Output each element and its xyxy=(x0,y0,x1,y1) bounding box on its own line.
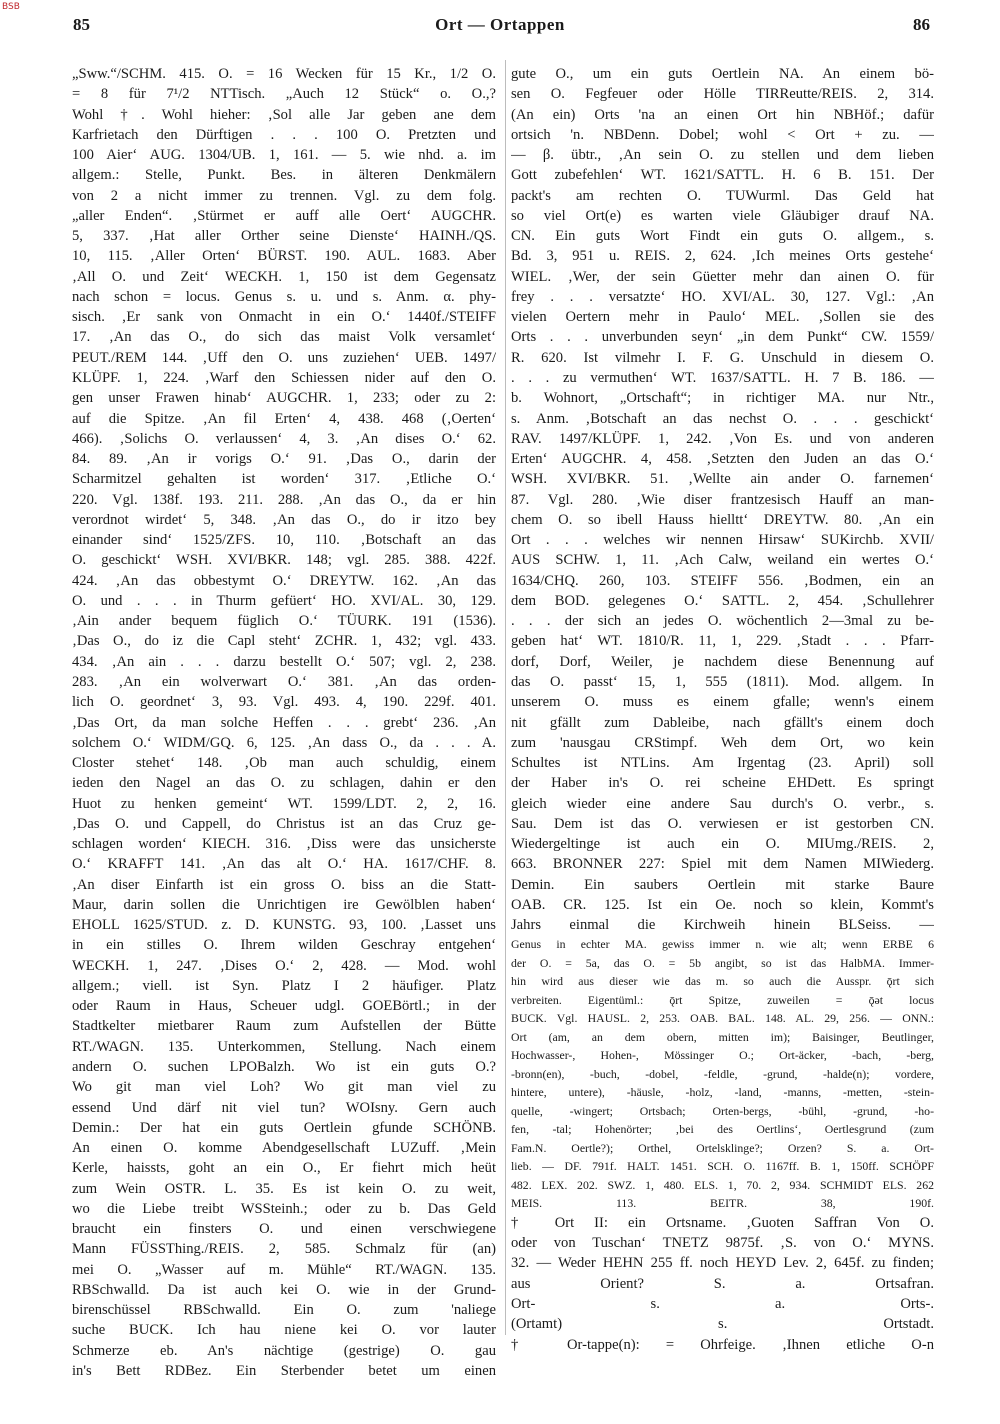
left-column-line: Wo git man viel Loh? Wo git man viel zu xyxy=(72,1079,496,1096)
left-column-line: wo die Liebe treibt WSSteinh.; oder zu b. Das Geld xyxy=(72,1200,496,1217)
right-column-line: Orts . . . unverbunden seyn‘ „in dem Punkt“ CW. 1559/ xyxy=(511,329,934,346)
left-column-line: ‚Das O., do iz die Capl steht‘ ZCHR. 1, 432; vgl. 433. xyxy=(72,633,496,650)
left-column-line: 466). ‚Solichs O. verlaussen‘ 4, 3. ‚An dises O.‘ 62. xyxy=(72,430,496,447)
left-column-line: An einen O. komme Abendgesellschaft LUZuff. ‚Mein xyxy=(72,1140,496,1157)
right-column-line: CN. Ein guts Wort Findt ein guts O. allgem., s. xyxy=(511,228,934,245)
left-column-line: Kerle, haissts, goht an ein O., Er fiehrt mich heüt xyxy=(72,1160,496,1177)
right-column-line: chem O. so ibell Hauss hielltt‘ DREYTW. 80. ‚An ein xyxy=(511,511,934,528)
right-column-tail-line: † Ort II: ein Ortsname. ‚Guoten Saffran Von O. xyxy=(511,1214,934,1231)
left-column-line: zum Wein OSTR. L. 35. Es ist kein O. zu weit, xyxy=(72,1180,496,1197)
left-column-line: 5, 337. ‚Hat aller Orther seine Dienste‘ HAINH./QS. xyxy=(72,228,496,245)
right-column-line: (An ein) Orts 'na an einen Ort hin NBHöf.; dafür xyxy=(511,106,934,123)
left-page-number: 85 xyxy=(73,15,90,34)
left-column-line: gen unser Frawen hinab‘ AUGCHR. 1, 233; oder zu 2: xyxy=(72,390,496,407)
column-divider xyxy=(505,60,506,1335)
right-column-line: vielen Oertern mehr in Paulo‘ MEL. ‚Sollen sie des xyxy=(511,309,934,326)
left-column-line: KLÜPF. 1, 224. ‚Warf den Schiessen nider auf den O. xyxy=(72,369,496,386)
left-column-line: von 2 a nicht immer zu trennen. Vgl. zu dem folg. xyxy=(72,187,496,204)
right-column-small-line: hintere, untere), -häusle, -holz, -land, -manns, -metten, -stein- xyxy=(511,1085,934,1100)
left-column-line: Karfrietach den Dürftigen . . . 100 O. Pretzten und xyxy=(72,126,496,143)
left-column-line: nach schon = locus. Genus s. u. und s. Anm. α. phy- xyxy=(72,288,496,305)
right-column-line: unserem O. muss es einem gfalle; wenn's einem xyxy=(511,694,934,711)
right-column-line: Sau. Dem ist das O. verwiesen er ist gestorben CN. xyxy=(511,815,934,832)
left-column-line: ‚An diser Einfarth ist ein gross O. biss an die Statt- xyxy=(72,876,496,893)
left-column-line: PEUT./REM 144. ‚Uff den O. uns zuziehen‘ UEB. 1497/ xyxy=(72,349,496,366)
right-column-line: Bd. 3, 951 u. REIS. 2, 624. ‚Ich meines Orts gestehe‘ xyxy=(511,248,934,265)
left-column xyxy=(72,64,496,1381)
left-column-line: in ein stilles O. Ihrem wilden Geschray entgehen‘ xyxy=(72,937,496,954)
left-column-line: O. geschickt‘ WSH. XVI/BKR. 148; vgl. 285. 388. 422f. xyxy=(72,552,496,569)
left-column-line: Wohl †. Wohl hieher: ‚Sol alle Jar geben ane dem xyxy=(72,106,496,123)
left-column-line: ‚All O. und Zeit‘ WECKH. 1, 150 ist dem Gegensatz xyxy=(72,268,496,285)
right-page-number: 86 xyxy=(913,15,930,34)
right-column-small-line: fen, -tal; Hohenörter; ‚bei des Oertlins‘, Oertlesgrund (zum xyxy=(511,1122,934,1137)
left-column-line: sisch. ‚Er sank von Onmacht in ein O.‘ 1440f./STEIFF xyxy=(72,309,496,326)
left-column-line: schlagen worden‘ KIECH. 316. ‚Diss were das unsicherste xyxy=(72,836,496,853)
left-column-line: Mann FÜSSThing./REIS. 2, 585. Schmalz für (an) xyxy=(72,1241,496,1258)
left-column-line: lich O. geordnet‘ 3, 93. Vgl. 493. 4, 190. 229f. 401. xyxy=(72,694,496,711)
right-column-line: so viel Ort(e) es warten viele Gläubiger drauf NA. xyxy=(511,207,934,224)
left-column-line: Demin.: Der hat ein guts Oertlein gfunde SCHÖNB. xyxy=(72,1119,496,1136)
left-column-line: Maur, darin sollen die Unrichtigen ire Gewölblen haben‘ xyxy=(72,896,496,913)
left-column-line: RBSchwalld. Da ist auch kei O. wie in der Grund- xyxy=(72,1281,496,1298)
right-column-small-line: Genus in echter MA. gewiss immer n. wie alt; wenn ERBE 6 xyxy=(511,937,934,952)
right-column-small-line: quelle, -wingert; Ortsbach; Orten-bergs, -bühl, -grund, -ho- xyxy=(511,1103,934,1118)
right-column-small-line: Hochwasser-, Hohen-, Mössinger O.; Ort-äcker, -bach, -berg, xyxy=(511,1048,934,1063)
left-column-line: ‚Das Ort, da man solche Heffen . . . grebt‘ 236. ‚An xyxy=(72,714,496,731)
left-column-line: in's Bett RDBez. Ein Sterbender betet um einen xyxy=(72,1363,496,1379)
right-column-line: gleich wieder eine andere Sau durch's O. verbr., s. xyxy=(511,795,934,812)
right-column-line: R. 620. Ist vilmehr I. F. G. Unschuld in diesem O. xyxy=(511,349,934,366)
right-column-tail-line: (Ortamt) s. Ortstadt. xyxy=(511,1316,934,1333)
right-column-line: frey . . . versatzte‘ HO. XVI/AL. 30, 127. Vgl.: ‚An xyxy=(511,288,934,305)
right-column-line: dem BOD. gelegenes O.‘ SATTL. 2, 454. ‚Schullehrer xyxy=(511,592,934,609)
right-column-small-line: MEIS. 113. BEITR. 38, 190f. xyxy=(511,1196,934,1211)
right-column-line: . . . zu vermuthen‘ WT. 1637/SATTL. H. 7 B. 186. — xyxy=(511,369,934,386)
left-column-line: verordnot wirdet‘ 5, 348. ‚An das O., do ir itzo bey xyxy=(72,511,496,528)
right-column-line: ortsich 'n. NBDenn. Dobel; wohl < Ort + zu. — xyxy=(511,126,934,143)
right-column-line: zum 'nausgau CRStimpf. Weh dem Ort, wo kein xyxy=(511,734,934,751)
left-column-line: braucht ein finsters O. und einen verschwiegene xyxy=(72,1221,496,1238)
left-column-line: andern O. suchen LPOBalzh. Wo ist ein guts O.? xyxy=(72,1059,496,1076)
right-column-line: 663. BRONNER 227: Spiel mit dem Namen MIWiederg. xyxy=(511,856,934,873)
left-column-line: 100 Aier‘ AUG. 1304/UB. 1, 161. — 5. wie nhd. a. im xyxy=(72,147,496,164)
right-column-small-line: lieb. — DF. 791f. HALT. 1451. SCH. O. 1167ff. B. 1, 150ff. SCHÖPF xyxy=(511,1159,934,1174)
right-column-line: WSH. XVI/BKR. 51. ‚Wellte ain ander O. farnemen‘ xyxy=(511,471,934,488)
right-column-line: b. Wohnort, „Ortschaft“; in richtiger MA. nur Ntr., xyxy=(511,390,934,407)
right-column-line: Demin. Ein saubers Oertlein mit starke Baure xyxy=(511,876,934,893)
right-column-tail-line: † Or-tappe(n): = Ohrfeige. ‚Ihnen etliche O-n xyxy=(511,1336,934,1353)
left-column-line: Closter stehet‘ 148. ‚Ob man auch schuldig, einem xyxy=(72,755,496,772)
left-column-line: Scharmitzel gehalten ist worden‘ 317. ‚Etliche O.‘ xyxy=(72,471,496,488)
right-column-small-line: der O. = 5a, das O. = 5b angibt, so ist das HalbMA. Immer- xyxy=(511,955,934,970)
right-column-line: Schultes ist NTLins. Am Irgentag (23. April) soll xyxy=(511,755,934,772)
left-column-line: birenschüssel RBSchwalld. Ein O. zum 'naliege xyxy=(72,1302,496,1319)
left-column-line: „aller Enden“. ‚Stürmet er auff alle Oert‘ AUGCHR. xyxy=(72,207,496,224)
left-column-line: suche BUCK. Ich hau niene kei O. vor lauter xyxy=(72,1322,496,1339)
right-column-small-line: Ort (am, an dem obern, mitten im); Baisinger, Beutlinger, xyxy=(511,1029,934,1044)
left-column-line: allgem.: Stelle, Punkt. Bes. in älteren Denkmälern xyxy=(72,167,496,184)
left-column-line: O.‘ KRAFFT 141. ‚An das alt O.‘ HA. 1617/CHF. 8. xyxy=(72,856,496,873)
left-column-line: essend Und därf nit viel tun? WOIsny. Gern auch xyxy=(72,1099,496,1116)
left-column-line: ‚Ain ander bequem füglich O.‘ TÜURK. 191 (1536). xyxy=(72,613,496,630)
left-column-line: ieden den Nagel an das O. zu schlagen, dahin er den xyxy=(72,775,496,792)
right-column-line: s. Anm. ‚Botschaft an das nechst O. . . . geschickt‘ xyxy=(511,410,934,427)
left-column-line: solchem O.‘ WIDM/GQ. 6, 125. ‚An dass O., da . . . A. xyxy=(72,734,496,751)
right-column-line: Jahrs einmal die Kirchweih hinein BLSeiss. — xyxy=(511,917,934,934)
left-column-line: RT./WAGN. 135. Unterkommen, Stellung. Nach einem xyxy=(72,1038,496,1055)
right-column-small-line: -bronn(en), -buch, -dobel, -feldle, -grund, -halde(n); vordere, xyxy=(511,1066,934,1081)
left-column-line: 424. ‚An das obbestymt O.‘ DREYTW. 162. ‚An das xyxy=(72,572,496,589)
right-column-line: sen O. Fegfeuer oder Hölle TIRReutte/REIS. 2, 314. xyxy=(511,86,934,103)
left-column-line: Schmerze eb. An's nächtige (gestrige) O. gau xyxy=(72,1342,496,1359)
left-column-line: 434. ‚An ain . . . darzu bestellt O.‘ 507; vgl. 2, 238. xyxy=(72,653,496,670)
right-column-line: der Haber in's O. rei scheine EHDett. Es springt xyxy=(511,775,934,792)
right-column-line: gute O., um ein guts Oertlein NA. An einem bö- xyxy=(511,66,934,82)
left-column-line: 10, 115. ‚Aller Orten‘ BÜRST. 190. AUL. 1683. Aber xyxy=(72,248,496,265)
left-column-line: einander sind‘ 1525/ZFS. 10, 110. ‚Botschaft an das xyxy=(72,532,496,549)
right-column-line: OAB. CR. 125. Ist ein Oe. noch so klein, Kommt's xyxy=(511,896,934,913)
left-column-line: oder Raum in Haus, Scheuer udgl. GOEBörtl.; in der xyxy=(72,998,496,1015)
right-column-line: geben hat‘ WT. 1810/R. 11, 1, 229. ‚Stadt . . . Pfarr- xyxy=(511,633,934,650)
left-column-line: WECKH. 1, 247. ‚Dises O.‘ 2, 428. — Mod. wohl xyxy=(72,957,496,974)
left-column-line: O. und . . . in Thurm gefüert‘ HO. XVI/AL. 30, 129. xyxy=(72,592,496,609)
right-column-line: nit gfällt zum Dableibe, nach gfällt's einem doch xyxy=(511,714,934,731)
right-column-small-line: hin wird aus dieser wie das m. so auch die Ausspr. ǭrt sich xyxy=(511,974,934,989)
right-column-line: 87. Vgl. 280. ‚Wie diser frantzesisch Hauff an man- xyxy=(511,491,934,508)
right-column-line: Wiedergeltinge ist auch ein O. MIUmg./REIS. 2, xyxy=(511,836,934,853)
right-column-small-line: 482. LEX. 202. SWZ. 1, 480. ELS. 1, 70. 2, 934. SCHMIDT ELS. 262 xyxy=(511,1177,934,1192)
library-stamp: BSB xyxy=(2,2,20,12)
left-column-line: auf die Spitze. ‚An fil Erten‘ 4, 438. 468 (‚Oerten‘ xyxy=(72,410,496,427)
left-column-line: mei O. „Wasser auf m. Mühle“ RT./WAGN. 135. xyxy=(72,1261,496,1278)
right-column-line: dorf, Dorf, Weiler, je nachdem diese Benennung auf xyxy=(511,653,934,670)
left-column-line: EHOLL 1625/STUD. z. D. KUNSTG. 93, 100. ‚Lasset uns xyxy=(72,917,496,934)
right-column-line: WIEL. ‚Wer, der sein Güetter mehr dan ainen O. für xyxy=(511,268,934,285)
right-column-line: RAV. 1497/KLÜPF. 1, 242. ‚Von Es. und von anderen xyxy=(511,430,934,447)
right-column-tail-line: aus Orient? S. a. Ortsafran. xyxy=(511,1275,934,1292)
left-column-line: 17. ‚An das O., do sich das maist Volk versamlet‘ xyxy=(72,329,496,346)
right-column-tail-line: 32. — Weder HEHN 255 ff. noch HEYD Lev. 2, 645f. zu finden; xyxy=(511,1255,934,1272)
right-column-line: . . . der sich an jedes O. wöchentlich 2—3mal zu be- xyxy=(511,613,934,630)
right-column-small-line: BUCK. Vgl. HAUSL. 2, 253. OAB. BAL. 148. AL. 29, 256. — ONN.: xyxy=(511,1011,934,1026)
right-column-line: AUS SCHW. 1, 11. ‚Ach Calw, weiland ein wertes O.‘ xyxy=(511,552,934,569)
left-column-line: Stadtkelter mietbarer Raum zum Aufstellen der Bütte xyxy=(72,1018,496,1035)
right-column-tail-line: oder von Tuschan‘ TNETZ 9875f. ‚S. von O.‘ MYNS. xyxy=(511,1235,934,1252)
left-column-line: „Sww.“/SCHM. 415. O. = 16 Wecken für 15 Kr., 1/2 O. xyxy=(72,66,496,82)
right-column-small-line: Fam.N. Oertle?); Orthel, Ortelsklinge?; Orzen? S. a. Ort- xyxy=(511,1140,934,1155)
left-column-line: 283. ‚An ein wolverwart O.‘ 381. ‚An das orden- xyxy=(72,673,496,690)
right-column-line: das O. passt‘ 15, 1, 555 (1811). Mod. allgem. In xyxy=(511,673,934,690)
left-column-line: ‚Das O. und Cappell, do Christus ist an das Cruz ge- xyxy=(72,815,496,832)
left-column-line: 84. 89. ‚An ir vorigs O.‘ 91. ‚Das O., darin der xyxy=(72,451,496,468)
right-column-small-line: verbreiten. Eigentüml.: ǭrt Spitze, zuweilen = ǭǝt locus xyxy=(511,992,934,1007)
left-column-line: allgem.; viell. ist Syn. Platz I 2 häufiger. Platz xyxy=(72,977,496,994)
right-column-line: Erten‘ AUGCHR. 4, 458. ‚Setzten den Juden an das O.‘ xyxy=(511,451,934,468)
right-column-tail-line: Ort- s. a. Orts-. xyxy=(511,1295,934,1312)
right-column-line: packt's am rechten O. TUWurml. Das Geld hat xyxy=(511,187,934,204)
left-column-line: Huot zu henken gemeint‘ WT. 1599/LDT. 2, 2, 16. xyxy=(72,795,496,812)
right-column xyxy=(511,64,934,1355)
right-column-line: — β. übtr., ‚An sein O. zu stellen und dem lieben xyxy=(511,147,934,164)
right-column-line: 1634/CHQ. 260, 103. STEIFF 556. ‚Bodmen, ein an xyxy=(511,572,934,589)
headword-range: Ort — Ortappen xyxy=(435,15,565,34)
right-column-line: Gott zubefehlen‘ WT. 1621/SATTL. H. 6 B. 151. Der xyxy=(511,167,934,184)
left-column-line: = 8 für 7¹/2 NTTisch. „Auch 12 Stück“ o. O.,? xyxy=(72,86,496,103)
left-column-line: 220. Vgl. 138f. 193. 211. 288. ‚An das O., da er hin xyxy=(72,491,496,508)
right-column-line: Ort . . . welches wir nennen Hirsaw‘ SUKirchb. XVII/ xyxy=(511,532,934,549)
